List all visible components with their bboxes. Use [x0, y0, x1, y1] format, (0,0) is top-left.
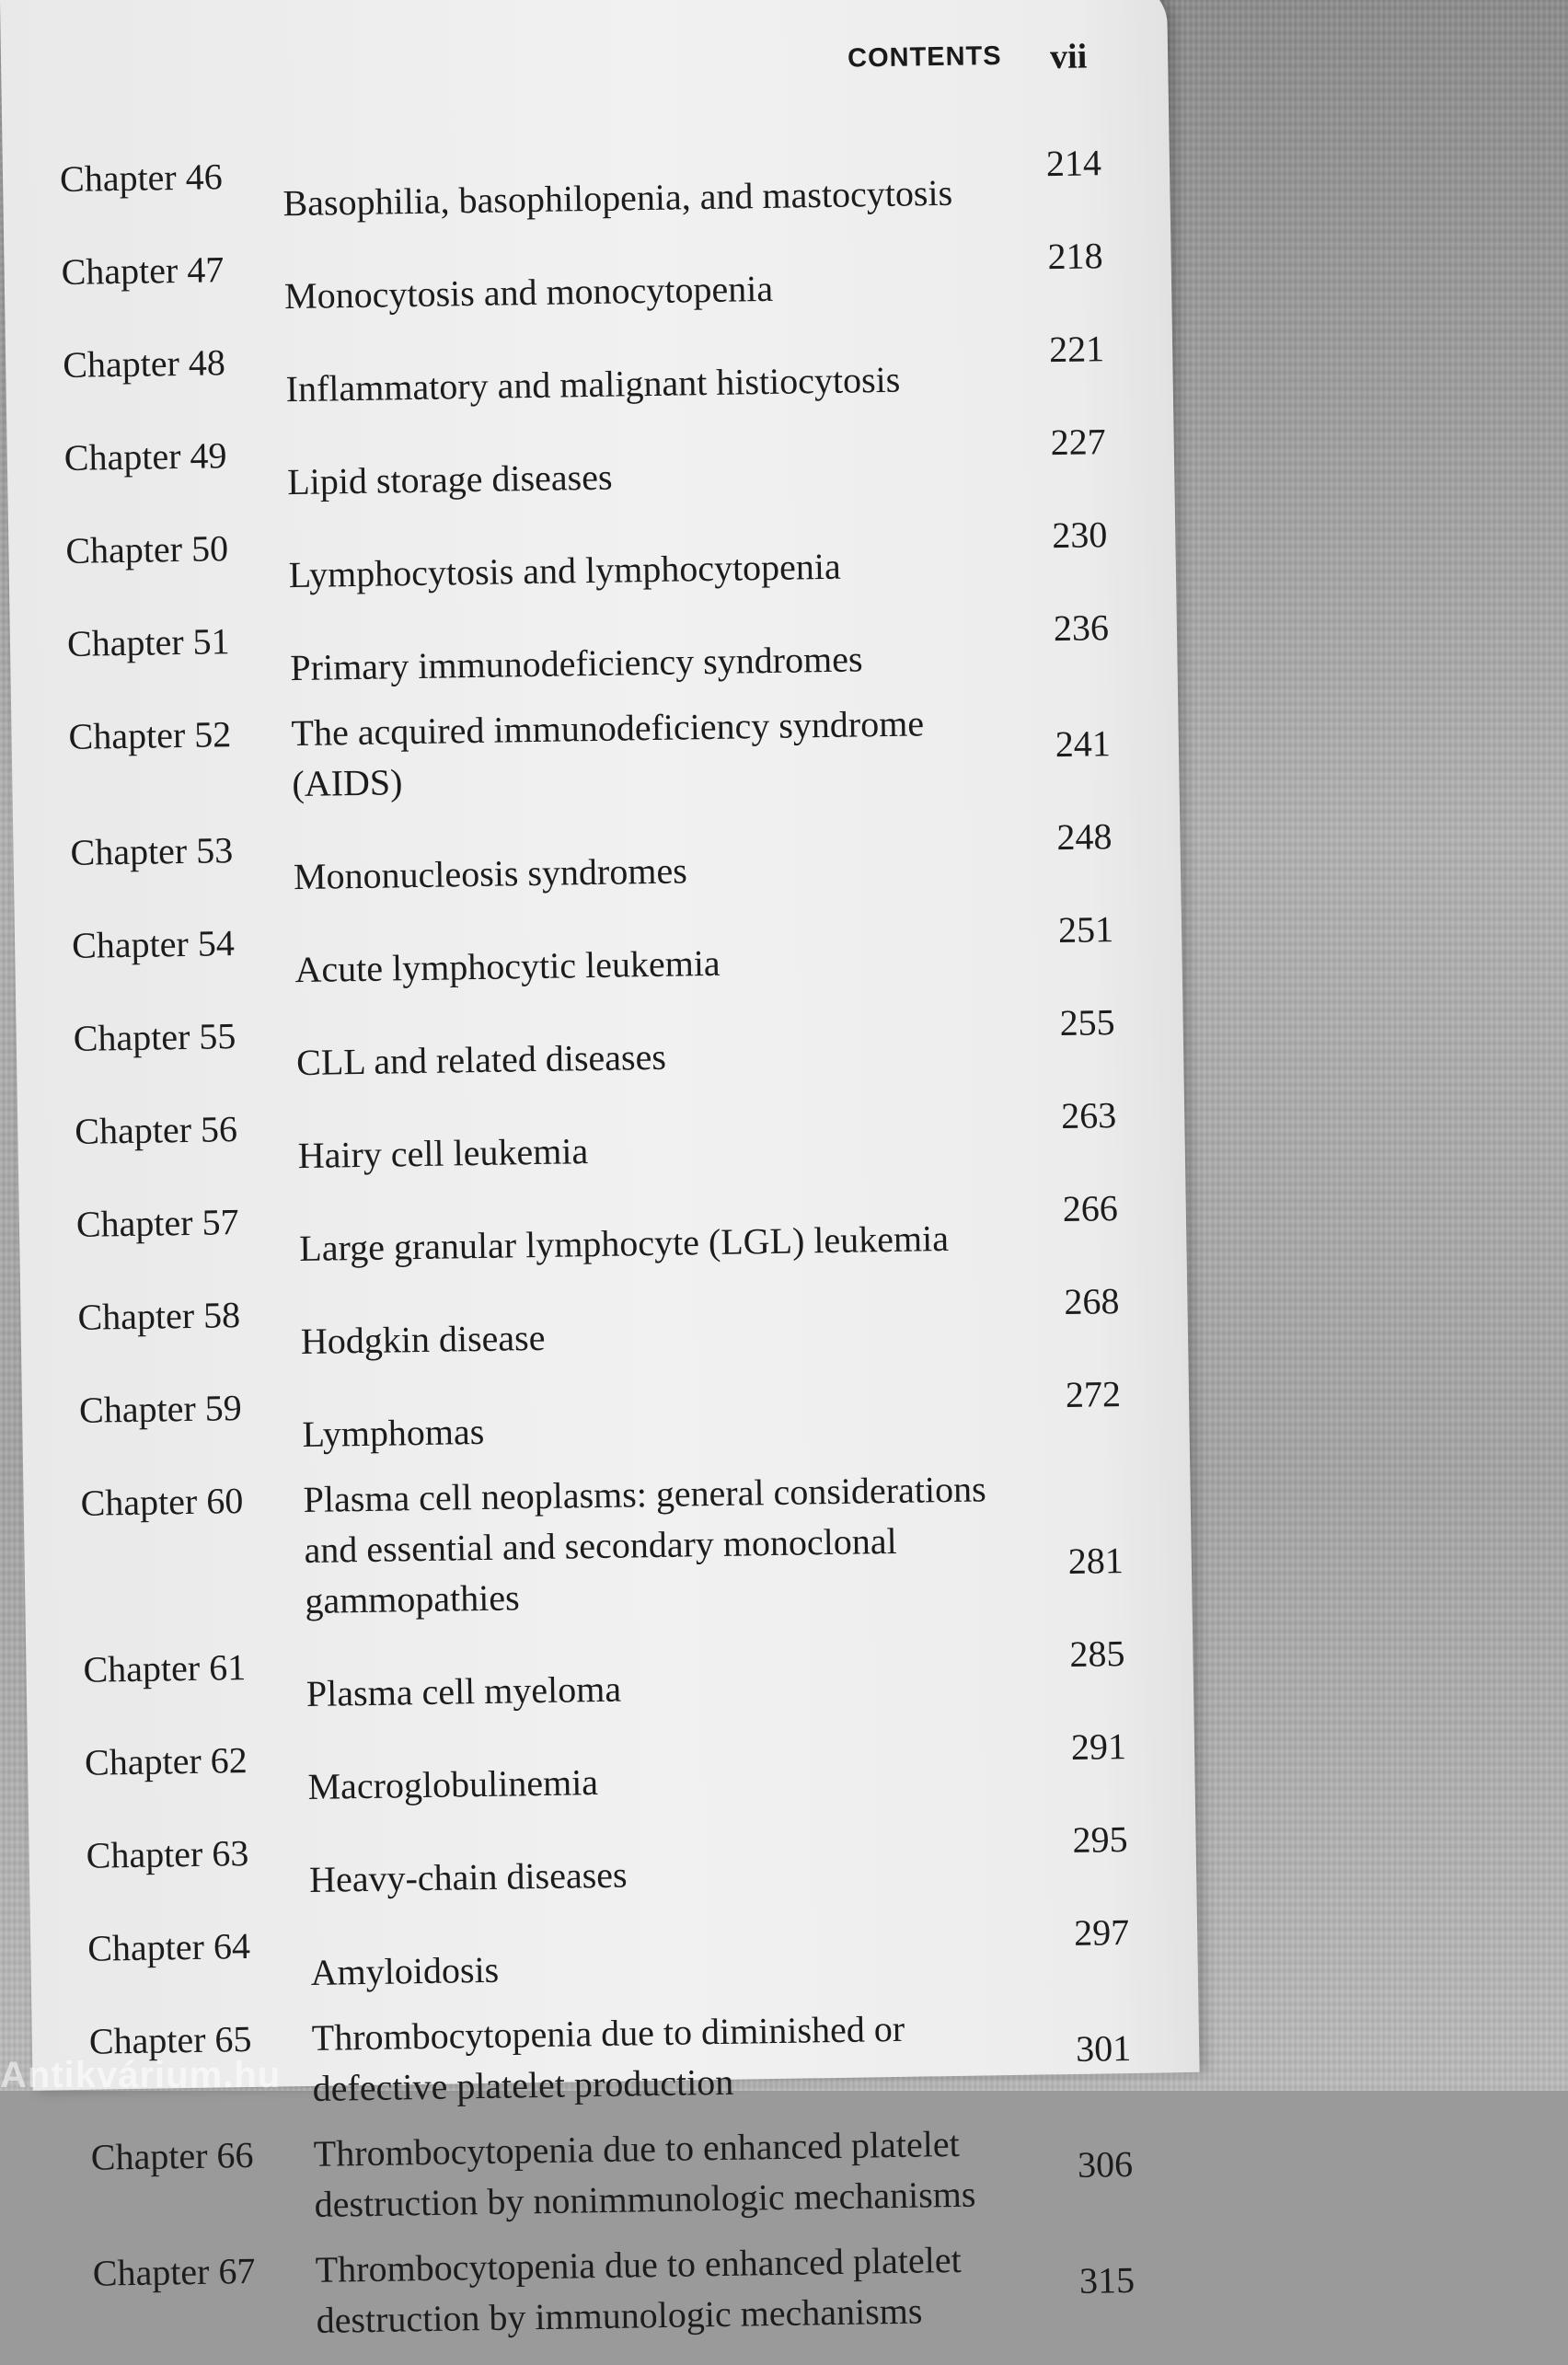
chapter-title: Macroglobulinemia: [307, 1761, 599, 1807]
toc-entry: [63, 416, 1132, 511]
chapter-label: Chapter 61: [83, 1646, 247, 1690]
page-number: 268: [1064, 1280, 1120, 1323]
page-number: 291: [1070, 1725, 1127, 1768]
toc-entry: [73, 997, 1141, 1091]
chapter-label: Chapter 51: [66, 620, 230, 664]
toc-entry: [68, 695, 1137, 813]
toc-entry: [72, 904, 1140, 998]
toc-entry: [70, 811, 1138, 906]
chapter-title: Mononucleosis syndromes: [293, 849, 688, 898]
chapter-title: The acquired immunodeficiency syndrome (AIDS): [291, 702, 925, 805]
page-number: 255: [1059, 1001, 1115, 1044]
toc-entry: [67, 602, 1136, 697]
toc-entry: [75, 1090, 1143, 1184]
page-number: 301: [1075, 2026, 1132, 2070]
toc-entry: [63, 323, 1131, 418]
page-number: 272: [1065, 1373, 1122, 1415]
page-number: 285: [1069, 1632, 1125, 1675]
page-number: 266: [1062, 1187, 1119, 1230]
chapter-title: Lipid storage diseases: [286, 456, 613, 503]
chapter-label: Chapter 62: [84, 1739, 248, 1783]
chapter-title: Basophilia, basophilopenia, and mastocytosis: [282, 171, 953, 225]
watermark: Antikvárium.hu: [0, 2055, 282, 2095]
page-number: 221: [1048, 328, 1105, 371]
toc-entry: [87, 1907, 1156, 2002]
chapter-label: Chapter 63: [86, 1832, 249, 1876]
page-number: 214: [1045, 142, 1102, 185]
chapter-title: Lymphocytosis and lymphocytopenia: [288, 545, 842, 596]
chapter-label: Chapter 55: [73, 1015, 236, 1059]
page-number: 306: [1077, 2142, 1134, 2186]
chapter-label: Chapter 64: [86, 1924, 251, 1969]
chapter-label: Chapter 49: [63, 434, 227, 479]
chapter-title: Plasma cell neoplasms: general considerations and essential and secondary monoclonal gammopathies: [303, 1468, 986, 1622]
chapter-label: Chapter 50: [65, 527, 229, 571]
toc-entry: [92, 2232, 1161, 2349]
chapter-title: Large granular lymphocyte (LGL) leukemia: [298, 1217, 950, 1270]
chapter-label: Chapter 48: [62, 341, 226, 386]
chapter-title: Amyloidosis: [310, 1948, 500, 1993]
page-number: 281: [1067, 1540, 1124, 1582]
chapter-label: Chapter 47: [61, 248, 225, 293]
chapter-title: Thrombocytopenia due to enhanced platelet destruction by nonimmunologic mechanisms: [313, 2122, 976, 2225]
chapter-title: Heavy-chain diseases: [308, 1853, 628, 1900]
page-number: 248: [1056, 815, 1113, 859]
page-folio: vii: [1049, 37, 1088, 77]
toc-entry: [80, 1461, 1149, 1630]
page-number: 218: [1047, 235, 1103, 278]
running-head: CONTENTS: [847, 40, 1002, 74]
chapter-title: Hairy cell leukemia: [297, 1130, 589, 1177]
toc-entry: [60, 137, 1128, 232]
chapter-label: Chapter 53: [70, 829, 234, 873]
toc-entry: [77, 1275, 1146, 1370]
page-number: 315: [1078, 2258, 1136, 2302]
chapter-title: CLL and related diseases: [295, 1035, 667, 1084]
chapter-label: Chapter 46: [59, 156, 224, 200]
page-number: 241: [1055, 722, 1112, 766]
chapter-title: Monocytosis and monocytopenia: [283, 267, 774, 317]
toc-entry: [90, 2116, 1159, 2233]
page-number: 227: [1050, 421, 1107, 464]
chapter-label: Chapter 60: [80, 1480, 244, 1524]
table-of-contents: [60, 137, 1162, 2364]
chapter-label: Chapter 52: [68, 713, 232, 757]
chapter-title: Thrombocytopenia due to diminished or defective platelet production: [311, 2007, 905, 2109]
chapter-label: Chapter 59: [78, 1387, 243, 1431]
page-number: 297: [1073, 1910, 1130, 1954]
chapter-label: Chapter 57: [75, 1201, 239, 1245]
page-number: 251: [1057, 908, 1114, 952]
chapter-label: Chapter 67: [92, 2249, 256, 2294]
toc-entry: [83, 1628, 1151, 1723]
toc-entry: [79, 1368, 1147, 1463]
chapter-label: Chapter 66: [90, 2133, 254, 2178]
page-number: 236: [1053, 606, 1110, 650]
toc-entry: [65, 509, 1134, 604]
chapter-title: Thrombocytopenia due to enhanced platelet destruction by immunologic mechanisms: [315, 2238, 963, 2341]
toc-entry: [75, 1182, 1144, 1277]
chapter-label: Chapter 65: [88, 2017, 252, 2062]
toc-entry: [86, 1814, 1154, 1909]
chapter-title: Inflammatory and malignant histiocytosis: [285, 358, 901, 410]
chapter-title: Primary immunodeficiency syndromes: [290, 638, 863, 689]
toc-entry: [85, 1721, 1153, 1816]
page-number: 263: [1060, 1094, 1117, 1137]
chapter-title: Hodgkin disease: [300, 1316, 546, 1363]
chapter-title: Acute lymphocytic leukemia: [294, 941, 721, 991]
page-number: 295: [1072, 1817, 1128, 1861]
toc-entry: [61, 230, 1129, 325]
page-number: 230: [1051, 513, 1108, 557]
chapter-label: Chapter 54: [71, 922, 236, 966]
chapter-title: Lymphomas: [302, 1410, 485, 1456]
chapter-title: Plasma cell myeloma: [306, 1667, 622, 1714]
chapter-label: Chapter 58: [77, 1294, 241, 1338]
chapter-label: Chapter 56: [74, 1108, 238, 1152]
